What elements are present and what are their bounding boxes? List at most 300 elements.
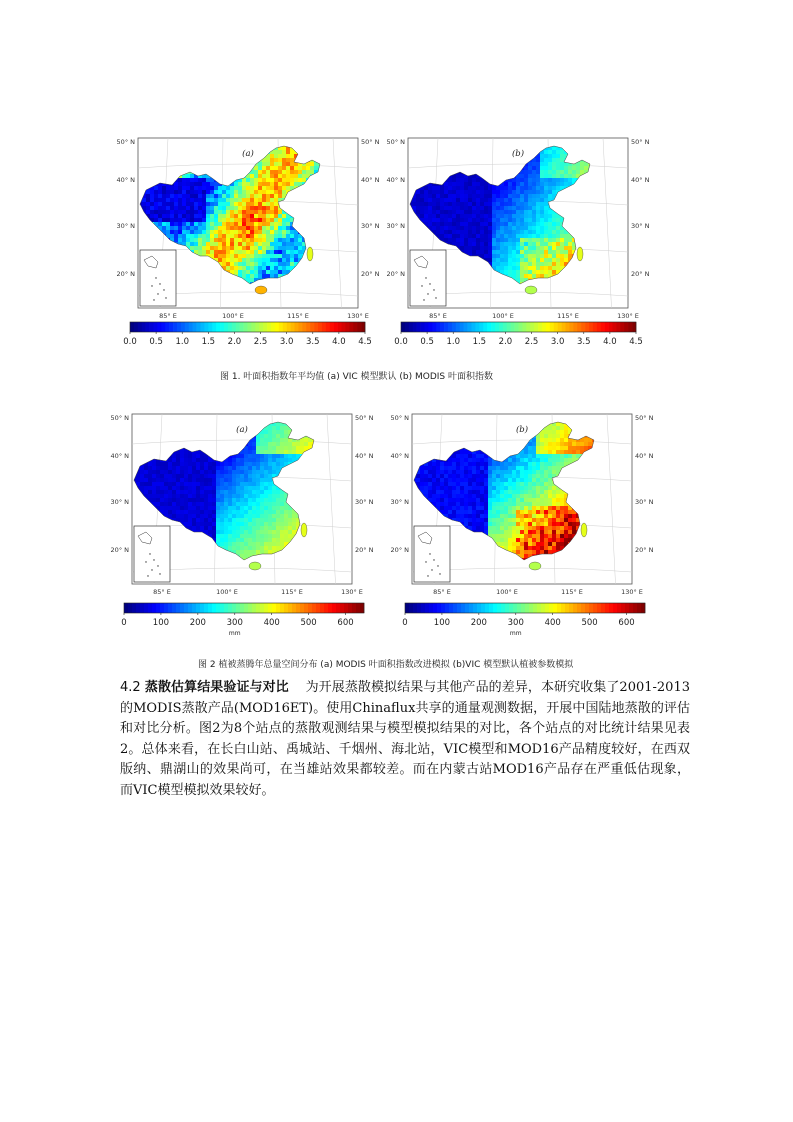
map-cell: [212, 506, 216, 510]
map-cell: [516, 182, 520, 186]
lat-label-right: 30° N: [631, 222, 650, 230]
map-cell: [540, 158, 544, 162]
map-cell: [464, 202, 468, 206]
map-cell: [218, 230, 222, 234]
map-cell: [184, 462, 188, 466]
map-cell: [488, 214, 492, 218]
map-cell: [234, 206, 238, 210]
map-cell: [424, 194, 428, 198]
map-cell: [232, 510, 236, 514]
map-cell: [268, 510, 272, 514]
hainan-island: [255, 286, 267, 294]
map-cell: [536, 166, 540, 170]
map-cell: [144, 478, 148, 482]
map-cell: [286, 154, 290, 158]
map-cell: [236, 514, 240, 518]
map-cell: [278, 170, 282, 174]
map-cell: [254, 266, 258, 270]
map-cell: [512, 234, 516, 238]
map-cell: [290, 178, 294, 182]
colorbar-swatch: [283, 322, 287, 332]
map-cell: [212, 518, 216, 522]
map-cell: [480, 250, 484, 254]
map-cell: [264, 502, 268, 506]
map-cell: [540, 222, 544, 226]
map-cell: [224, 490, 228, 494]
map-cell: [198, 238, 202, 242]
map-cell: [200, 506, 204, 510]
map-cell: [274, 266, 278, 270]
map-cell: [178, 222, 182, 226]
map-cell: [266, 210, 270, 214]
map-cell: [278, 226, 282, 230]
colorbar-swatch: [201, 322, 205, 332]
map-cell: [226, 262, 230, 266]
map-cell: [248, 442, 252, 446]
map-cell: [204, 486, 208, 490]
map-cell: [252, 462, 256, 466]
map-cell: [168, 458, 172, 462]
map-cell: [216, 502, 220, 506]
map-cell: [540, 234, 544, 238]
colorbar-swatch: [295, 322, 299, 332]
map-cell: [282, 182, 286, 186]
map-cell: [552, 166, 556, 170]
map-cell: [184, 454, 188, 458]
map-cell: [270, 162, 274, 166]
map-cell: [274, 238, 278, 242]
map-cell: [212, 466, 216, 470]
map-cell: [544, 266, 548, 270]
map-cell: [556, 242, 560, 246]
map-cell: [236, 478, 240, 482]
map-cell: [472, 182, 476, 186]
map-cell: [206, 194, 210, 198]
colorbar-swatch: [503, 322, 507, 332]
map-cell: [516, 266, 520, 270]
map-cell: [520, 266, 524, 270]
fig2-panel-a: [102, 404, 372, 604]
map-cell: [244, 470, 248, 474]
map-cell: [452, 218, 456, 222]
map-cell: [286, 254, 290, 258]
colorbar-swatch: [189, 322, 193, 332]
map-cell: [236, 490, 240, 494]
map-cell: [460, 178, 464, 182]
map-cell: [298, 178, 302, 182]
map-cell: [516, 234, 520, 238]
map-cell: [560, 150, 564, 154]
map-cell: [488, 218, 492, 222]
map-cell: [548, 234, 552, 238]
map-cell: [226, 198, 230, 202]
map-cell: [246, 254, 250, 258]
colorbar-swatch: [444, 322, 448, 332]
map-cell: [188, 478, 192, 482]
inset-box: [140, 250, 176, 306]
map-cell: [552, 262, 556, 266]
colorbar-swatch: [146, 322, 150, 332]
map-cell: [452, 222, 456, 226]
map-cell: [244, 518, 248, 522]
map-cell: [306, 170, 310, 174]
map-cell: [272, 514, 276, 518]
map-cell: [238, 218, 242, 222]
map-cell: [202, 198, 206, 202]
map-cell: [484, 194, 488, 198]
map-cell: [170, 198, 174, 202]
lon-label: 115° E: [287, 312, 309, 320]
map-cell: [274, 262, 278, 266]
map-cell: [560, 246, 564, 250]
map-cell: [496, 226, 500, 230]
map-cell: [274, 206, 278, 210]
map-cell: [560, 234, 564, 238]
map-cell: [524, 230, 528, 234]
map-cell: [268, 502, 272, 506]
map-cell: [452, 202, 456, 206]
map-cell: [544, 254, 548, 258]
map-cell: [164, 470, 168, 474]
map-cell: [214, 182, 218, 186]
map-cell: [188, 498, 192, 502]
map-cell: [448, 198, 452, 202]
map-cell: [266, 274, 270, 278]
colorbar-swatch: [236, 322, 240, 332]
map-cell: [164, 482, 168, 486]
colorbar-swatch: [409, 322, 413, 332]
map-cell: [176, 478, 180, 482]
map-cell: [548, 266, 552, 270]
colorbar-swatch: [161, 322, 165, 332]
map-cell: [252, 498, 256, 502]
map-cell: [204, 478, 208, 482]
map-cell: [270, 210, 274, 214]
colorbar-swatch: [452, 322, 456, 332]
colorbar-swatch: [342, 322, 346, 332]
map-cell: [536, 194, 540, 198]
map-cell: [464, 238, 468, 242]
map-cell: [464, 234, 468, 238]
map-cell: [216, 490, 220, 494]
map-cell: [286, 258, 290, 262]
map-cell: [476, 186, 480, 190]
map-cell: [174, 210, 178, 214]
map-cell: [218, 202, 222, 206]
map-cell: [252, 506, 256, 510]
map-cell: [496, 262, 500, 266]
inset-island: [165, 297, 166, 298]
map-cell: [540, 214, 544, 218]
colorbar-swatch: [405, 322, 409, 332]
map-cell: [472, 198, 476, 202]
map-cell: [532, 194, 536, 198]
map-cell: [172, 474, 176, 478]
map-cell: [270, 154, 274, 158]
map-cell: [238, 210, 242, 214]
map-cell: [174, 222, 178, 226]
map-cell: [188, 486, 192, 490]
colorbar-swatch: [287, 322, 291, 332]
map-cell: [266, 254, 270, 258]
map-cell: [226, 226, 230, 230]
lat-label-left: 40° N: [386, 176, 405, 184]
map-cell: [242, 178, 246, 182]
map-cell: [508, 210, 512, 214]
map-cell: [476, 226, 480, 230]
map-cell: [484, 190, 488, 194]
map-cell: [192, 498, 196, 502]
colorbar-swatch: [349, 322, 353, 332]
map-cell: [500, 214, 504, 218]
fig1-colorbar-b: [394, 322, 643, 348]
map-cell: [266, 246, 270, 250]
map-cell: [266, 218, 270, 222]
map-cell: [548, 238, 552, 242]
map-cell: [508, 234, 512, 238]
map-cell: [196, 474, 200, 478]
map-cell: [196, 522, 200, 526]
inset-island: [425, 277, 426, 278]
map-cell: [252, 530, 256, 534]
map-cell: [272, 490, 276, 494]
map-cell: [232, 486, 236, 490]
map-cell: [464, 178, 468, 182]
map-cell: [236, 526, 240, 530]
map-cell: [508, 202, 512, 206]
map-cell: [266, 186, 270, 190]
map-cell: [280, 506, 284, 510]
map-cell: [168, 466, 172, 470]
map-cell: [456, 186, 460, 190]
colorbar-tick-label: 3.0: [550, 337, 565, 347]
map-cell: [156, 478, 160, 482]
map-cell: [512, 210, 516, 214]
map-cell: [248, 502, 252, 506]
map-cell: [212, 478, 216, 482]
map-cell: [250, 242, 254, 246]
map-cell: [276, 498, 280, 502]
map-cell: [206, 190, 210, 194]
map-cell: [432, 210, 436, 214]
map-cell: [180, 458, 184, 462]
map-cell: [488, 250, 492, 254]
map-cell: [544, 230, 548, 234]
map-cell: [556, 150, 560, 154]
map-cell: [200, 478, 204, 482]
map-cell: [270, 194, 274, 198]
map-cell: [242, 206, 246, 210]
map-cell: [260, 454, 264, 458]
map-cell: [168, 474, 172, 478]
map-cell: [178, 226, 182, 230]
map-cell: [254, 218, 258, 222]
map-cell: [284, 526, 288, 530]
map-cell: [180, 498, 184, 502]
map-cell: [484, 238, 488, 242]
map-cell: [532, 254, 536, 258]
colorbar-swatch: [620, 322, 624, 332]
colorbar-swatch: [401, 322, 405, 332]
map-cell: [208, 498, 212, 502]
map-cell: [520, 178, 524, 182]
map-cell: [496, 254, 500, 258]
map-cell: [504, 202, 508, 206]
map-cell: [448, 210, 452, 214]
colorbar-swatch: [507, 322, 511, 332]
map-cell: [254, 190, 258, 194]
map-cell: [186, 190, 190, 194]
map-cell: [152, 486, 156, 490]
map-cell: [504, 190, 508, 194]
map-cell: [420, 198, 424, 202]
map-cell: [208, 462, 212, 466]
map-cell: [196, 478, 200, 482]
map-cell: [248, 518, 252, 522]
map-cell: [452, 198, 456, 202]
map-cell: [560, 254, 564, 258]
colorbar-swatch: [413, 322, 417, 332]
map-cell: [508, 270, 512, 274]
map-cell: [212, 462, 216, 466]
map-cell: [432, 202, 436, 206]
map-cell: [540, 242, 544, 246]
map-cell: [528, 182, 532, 186]
map-cell: [556, 162, 560, 166]
map-cell: [260, 510, 264, 514]
map-cell: [266, 158, 270, 162]
map-cell: [540, 238, 544, 242]
map-cell: [270, 266, 274, 270]
map-cell: [266, 226, 270, 230]
map-cell: [484, 186, 488, 190]
map-cell: [472, 242, 476, 246]
map-cell: [268, 466, 272, 470]
map-cell: [200, 454, 204, 458]
map-cell: [258, 218, 262, 222]
map-cell: [464, 242, 468, 246]
lat-label-right: 20° N: [361, 270, 380, 278]
map-cell: [262, 210, 266, 214]
map-cell: [524, 182, 528, 186]
map-cell: [250, 246, 254, 250]
colorbar-swatch: [593, 322, 597, 332]
colorbar-swatch: [483, 322, 487, 332]
map-cell: [568, 250, 572, 254]
map-cell: [216, 510, 220, 514]
map-cell: [264, 522, 268, 526]
map-cell: [268, 526, 272, 530]
map-cell: [198, 202, 202, 206]
map-cell: [200, 514, 204, 518]
map-cell: [206, 234, 210, 238]
map-cell: [266, 238, 270, 242]
map-cell: [252, 514, 256, 518]
map-cell: [524, 234, 528, 238]
map-cell: [176, 482, 180, 486]
map-cell: [252, 470, 256, 474]
map-cell: [192, 482, 196, 486]
map-cell: [230, 266, 234, 270]
map-cell: [448, 222, 452, 226]
map-cell: [448, 218, 452, 222]
map-cell: [218, 198, 222, 202]
map-cell: [540, 178, 544, 182]
map-cell: [492, 214, 496, 218]
map-cell: [560, 162, 564, 166]
map-cell: [492, 218, 496, 222]
map-cell: [222, 250, 226, 254]
map-cell: [178, 198, 182, 202]
map-cell: [218, 218, 222, 222]
map-cell: [552, 230, 556, 234]
map-cell: [250, 234, 254, 238]
map-cell: [284, 510, 288, 514]
map-cell: [154, 202, 158, 206]
map-cell: [268, 474, 272, 478]
map-cell: [464, 214, 468, 218]
map-cell: [246, 258, 250, 262]
map-cell: [160, 498, 164, 502]
map-cell: [278, 234, 282, 238]
map-cell: [198, 222, 202, 226]
map-cell: [492, 242, 496, 246]
colorbar-tick-label: 1.0: [446, 337, 460, 347]
map-cell: [194, 198, 198, 202]
map-cell: [266, 170, 270, 174]
map-cell: [190, 234, 194, 238]
map-cell: [496, 214, 500, 218]
colorbar-swatch: [357, 322, 361, 332]
map-cell: [180, 490, 184, 494]
figure1-caption: 图 1. 叶面积指数年平均值 (a) VIC 模型默认 (b) MODIS 叶面积指数: [220, 372, 493, 382]
map-cell: [250, 174, 254, 178]
map-cell: [500, 242, 504, 246]
map-cell: [272, 462, 276, 466]
map-cell: [234, 250, 238, 254]
map-cell: [286, 234, 290, 238]
map-cell: [556, 254, 560, 258]
map-cell: [528, 178, 532, 182]
map-cell: [222, 230, 226, 234]
map-cell: [198, 250, 202, 254]
map-cell: [496, 198, 500, 202]
map-cell: [310, 162, 314, 166]
map-cell: [242, 230, 246, 234]
map-cell: [484, 198, 488, 202]
map-cell: [248, 530, 252, 534]
map-cell: [524, 262, 528, 266]
map-cell: [184, 522, 188, 526]
map-cell: [208, 458, 212, 462]
map-cell: [500, 186, 504, 190]
map-cell: [162, 218, 166, 222]
map-cell: [256, 502, 260, 506]
map-cell: [150, 198, 154, 202]
map-cell: [436, 186, 440, 190]
map-cell: [274, 274, 278, 278]
map-cell: [234, 246, 238, 250]
colorbar-tick-label: 3.5: [577, 337, 591, 347]
colorbar-swatch: [279, 322, 283, 332]
map-cell: [282, 226, 286, 230]
map-cell: [148, 466, 152, 470]
map-cell: [552, 254, 556, 258]
map-cell: [552, 154, 556, 158]
map-cell: [204, 482, 208, 486]
map-cell: [536, 218, 540, 222]
map-cell: [468, 250, 472, 254]
